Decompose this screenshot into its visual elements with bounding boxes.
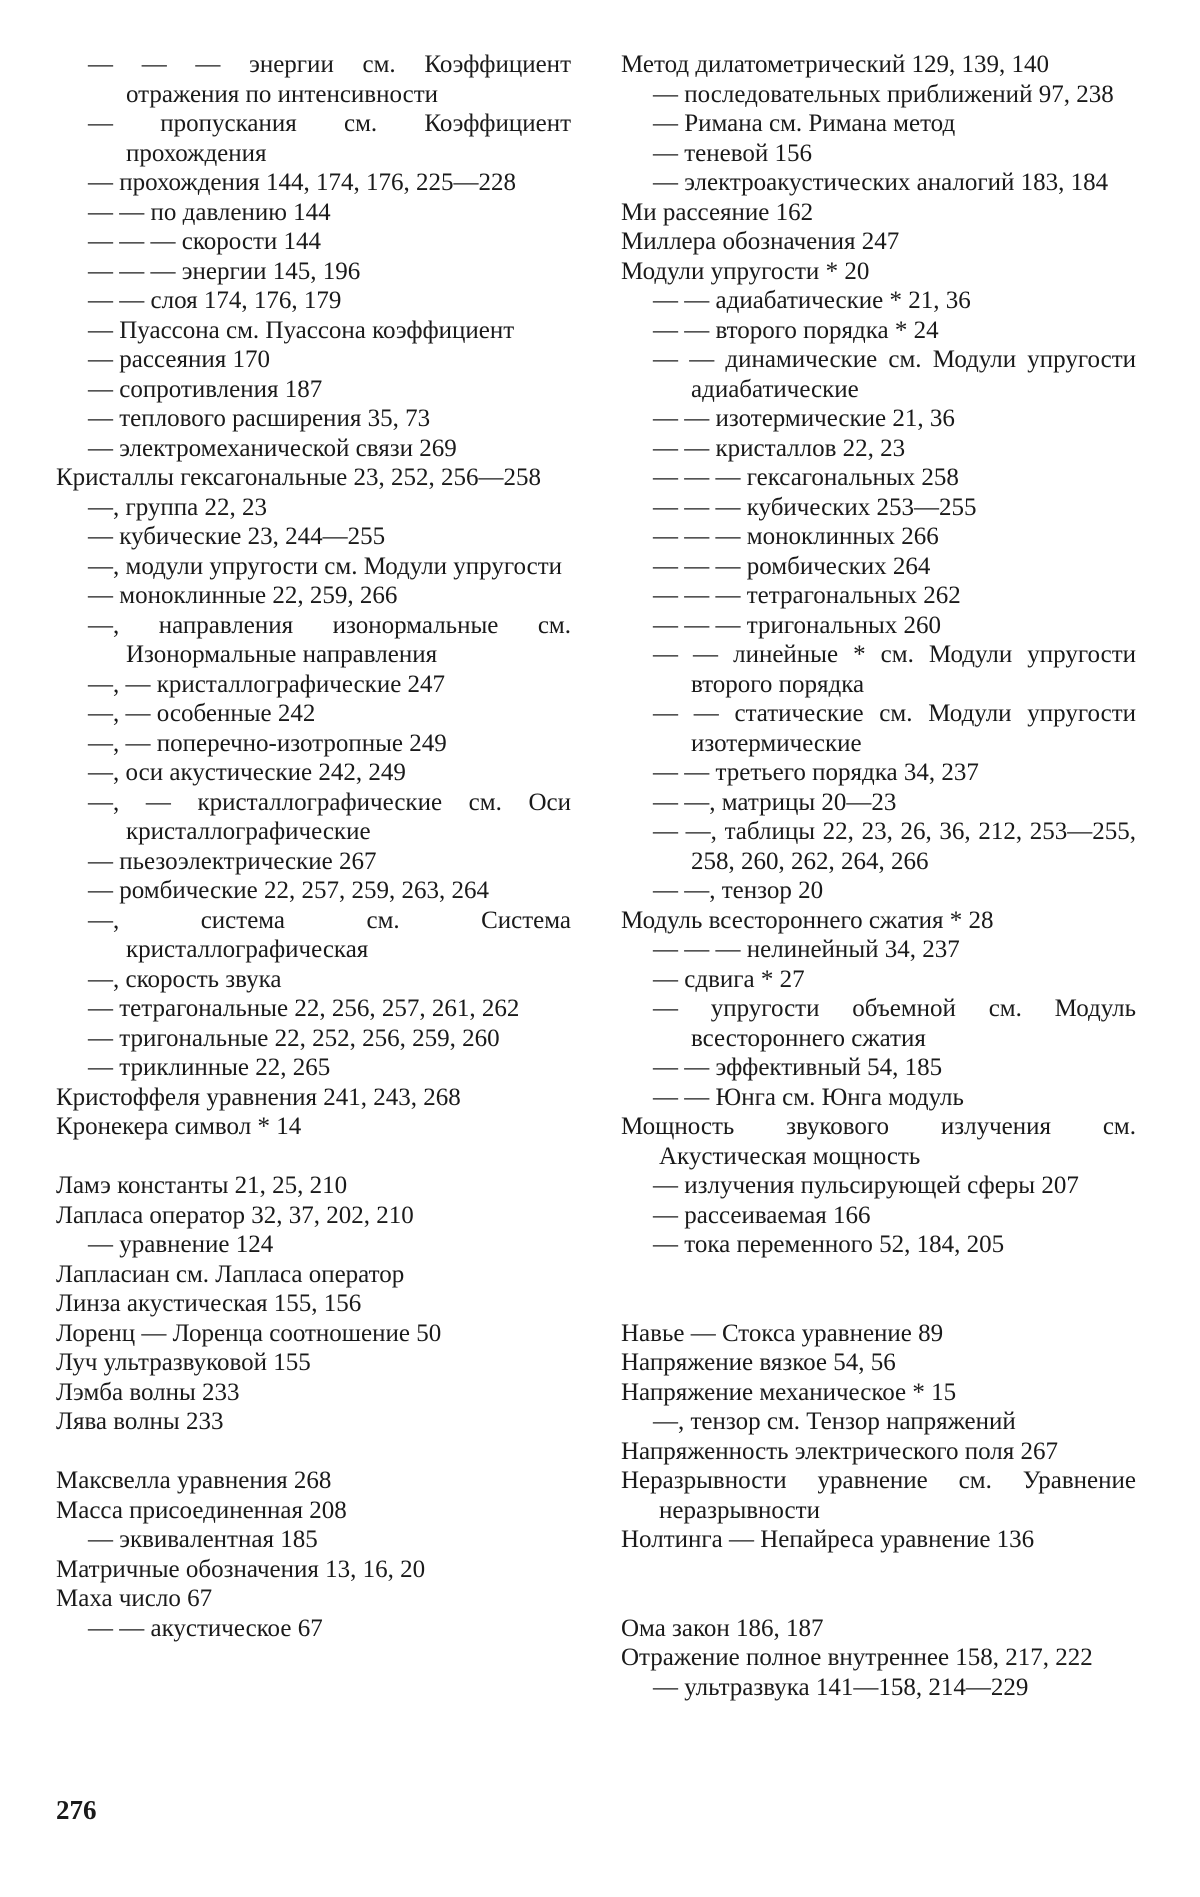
index-entry: Миллера обозначения 247 (621, 228, 900, 255)
index-subentry: — сопротивления 187 (88, 375, 323, 403)
index-subentry: — Римана см. Римана метод (653, 110, 956, 137)
index-subentry: — — — тригональных 260 (653, 611, 941, 639)
index-subentry: — — по давлению 144 (88, 198, 331, 226)
index-subentry: — — изотермические 21, 36 (653, 405, 955, 432)
section-gap (56, 1142, 571, 1172)
index-entry: Напряжение вязкое 54, 56 (621, 1349, 896, 1376)
index-subentry: — упругости объемной см. Модуль всестороннего сжатия (653, 995, 1136, 1052)
index-entry: Кристоффеля уравнения 241, 243, 268 (56, 1083, 461, 1111)
index-subentry: — тока переменного 52, 184, 205 (653, 1231, 1005, 1258)
index-column-left (56, 50, 571, 1643)
index-entry: Ома закон 186, 187 (621, 1614, 824, 1642)
index-entry: Лапласиан см. Лапласа оператор (56, 1260, 405, 1288)
index-subentry: — — слоя 174, 176, 179 (88, 287, 342, 314)
index-subentry: — — — гексагональных 258 (653, 464, 959, 491)
index-entry: Отражение полное внутреннее 158, 217, 222 (621, 1644, 1093, 1671)
index-subentry: — Пуассона см. Пуассона коэффициент (88, 316, 515, 344)
index-subentry: — рассеяния 170 (88, 346, 270, 373)
index-subentry: — пьезоэлектрические 267 (88, 847, 377, 875)
index-subentry: — — — моноклинных 266 (653, 523, 939, 550)
index-subentry: —, — поперечно-изотропные 249 (88, 729, 447, 757)
index-entry: Маха число 67 (56, 1585, 213, 1612)
index-subentry: — — второго порядка * 24 (653, 316, 939, 344)
section-gap (56, 1437, 571, 1467)
index-subentry: — моноклинные 22, 259, 266 (88, 582, 398, 609)
index-subentry: —, — особенные 242 (88, 700, 316, 727)
index-entry: Луч ультразвуковой 155 (56, 1349, 311, 1376)
index-entry: Кронекера символ * 14 (56, 1113, 302, 1140)
index-subentry: — — кристаллов 22, 23 (653, 434, 906, 462)
section-gap (621, 1260, 1136, 1290)
index-subentry: — эквивалентная 185 (88, 1526, 318, 1553)
index-subentry: — тетрагональные 22, 256, 257, 261, 262 (88, 995, 520, 1022)
index-entry: Метод дилатометрический 129, 139, 140 (621, 51, 1050, 78)
index-subentry: — излучения пульсирующей сферы 207 (653, 1172, 1079, 1199)
index-subentry: — рассеиваемая 166 (653, 1201, 871, 1229)
index-entry: Ми рассеяние 162 (621, 198, 814, 226)
index-subentry: — — — кубических 253—255 (653, 493, 977, 521)
index-subentry: —, — кристаллографические 247 (88, 670, 446, 698)
index-subentry: — — линейные * см. Модули упругости второго порядка (653, 641, 1136, 698)
index-entry: Масса присоединенная 208 (56, 1496, 347, 1524)
index-subentry: — — адиабатические * 21, 36 (653, 287, 971, 314)
index-subentry: — ромбические 22, 257, 259, 263, 264 (88, 877, 489, 904)
index-subentry: — электроакустических аналогий 183, 184 (653, 169, 1109, 196)
index-subentry: — — эффективный 54, 185 (653, 1054, 943, 1081)
index-entry: Максвелла уравнения 268 (56, 1467, 332, 1494)
index-subentry: —, модули упругости см. Модули упругости (88, 552, 563, 580)
index-entry: Лэмба волны 233 (56, 1378, 240, 1406)
index-entry: Лапласа оператор 32, 37, 202, 210 (56, 1201, 414, 1229)
index-column-right (621, 50, 1136, 1702)
index-entry: Навье — Стокса уравнение 89 (621, 1319, 944, 1347)
index-subentry: — — — энергии 145, 196 (88, 257, 361, 285)
index-subentry: — тригональные 22, 252, 256, 259, 260 (88, 1024, 500, 1052)
page-number: 276 (56, 1795, 97, 1825)
index-subentry: —, группа 22, 23 (88, 493, 268, 521)
index-subentry: —, система см. Система кристаллографическая (88, 906, 571, 963)
index-entry: Лява волны 233 (56, 1408, 224, 1435)
index-subentry: — — — скорости 144 (88, 228, 321, 255)
index-subentry: — —, матрицы 20—23 (653, 788, 897, 816)
index-entry: Нолтинга — Непайреса уравнение 136 (621, 1526, 1035, 1553)
index-subentry: — — акустическое 67 (88, 1614, 323, 1642)
index-subentry: — триклинные 22, 265 (88, 1054, 331, 1081)
index-subentry: — электромеханической связи 269 (88, 434, 457, 462)
index-subentry: —, — кристаллографические см. Оси кристаллографические (88, 788, 571, 845)
section-gap (621, 1555, 1136, 1585)
index-entry: Модули упругости * 20 (621, 257, 870, 285)
index-entry: Напряжение механическое * 15 (621, 1378, 957, 1406)
index-subentry: — — динамические см. Модули упругости адиабатические (653, 346, 1136, 403)
index-entry: Напряженность электрического поля 267 (621, 1437, 1058, 1465)
section-gap (621, 1289, 1136, 1319)
index-subentry: —, тензор см. Тензор напряжений (653, 1408, 1016, 1435)
index-subentry: — — статические см. Модули упругости изотермические (653, 700, 1136, 757)
index-entry: Матричные обозначения 13, 16, 20 (56, 1555, 426, 1583)
index-entry: Лоренц — Лоренца соотношение 50 (56, 1319, 442, 1347)
index-subentry: — — — энергии см. Коэффициент отражения по интенсивности (88, 51, 571, 108)
index-subentry: — прохождения 144, 174, 176, 225—228 (88, 169, 517, 196)
index-subentry: —, оси акустические 242, 249 (88, 759, 406, 786)
index-subentry: — ультразвука 141—158, 214—229 (653, 1673, 1029, 1701)
index-subentry: — — Юнга см. Юнга модуль (653, 1083, 964, 1111)
index-subentry: —, скорость звука (88, 965, 282, 993)
index-subentry: — — — тетрагональных 262 (653, 582, 961, 609)
index-entry: Мощность звукового излучения см. Акустическая мощность (621, 1113, 1136, 1170)
index-subentry: — —, таблицы 22, 23, 26, 36, 212, 253—255, 258, 260, 262, 264, 266 (653, 818, 1136, 875)
index-subentry: — уравнение 124 (88, 1231, 274, 1258)
index-subentry: — последовательных приближений 97, 238 (653, 80, 1114, 108)
index-entry: Модуль всестороннего сжатия * 28 (621, 906, 994, 934)
index-subentry: — —, тензор 20 (653, 877, 824, 904)
index-subentry: — теплового расширения 35, 73 (88, 405, 431, 432)
index-subentry: — сдвига * 27 (653, 965, 805, 993)
index-subentry: — кубические 23, 244—255 (88, 523, 386, 550)
index-entry: Кристаллы гексагональные 23, 252, 256—258 (56, 464, 541, 491)
index-entry: Неразрывности уравнение см. Уравнение неразрывности (621, 1467, 1136, 1524)
index-subentry: —, направления изонормальные см. Изонормальные направления (88, 611, 571, 668)
index-subentry: — — третьего порядка 34, 237 (653, 759, 979, 786)
index-subentry: — теневой 156 (653, 139, 813, 167)
index-entry: Линза акустическая 155, 156 (56, 1290, 362, 1317)
index-entry: Ламэ константы 21, 25, 210 (56, 1172, 348, 1199)
index-subentry: — — — нелинейный 34, 237 (653, 936, 960, 963)
section-gap (621, 1584, 1136, 1614)
index-subentry: — — — ромбических 264 (653, 552, 931, 580)
index-subentry: — пропускания см. Коэффициент прохождения (88, 110, 571, 167)
